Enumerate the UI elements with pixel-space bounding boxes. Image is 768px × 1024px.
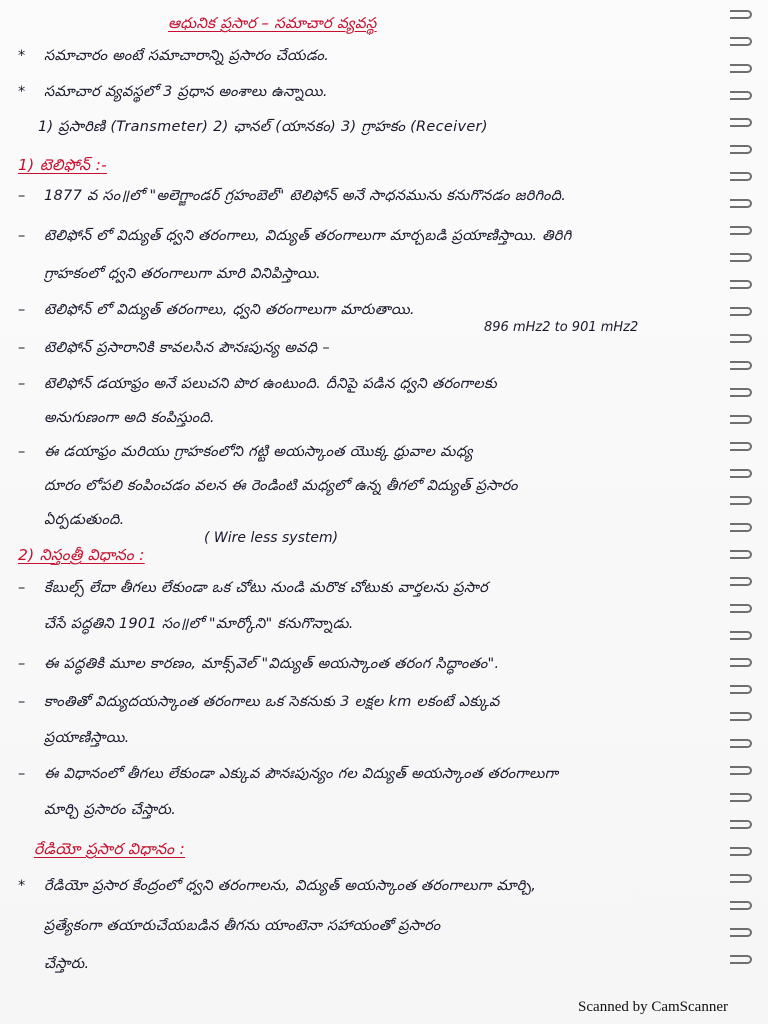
note-line: – కేబుల్స్ లేదా తీగలు లేకుండా ఒక చోటు నుండి మరొక చోటుకు వార్తలను ప్రసార (18, 580, 489, 596)
section-heading-radio: రేడియో ప్రసార విధానం : (34, 840, 186, 858)
note-line: – టెలిఫోన్ ప్రసారానికి కావలసిన పౌనఃపున్య అవధి – (18, 340, 330, 356)
note-line: చేసే పద్ధతిని 1901 సం॥లో "మార్కోని" కనుగొన్నాడు. (44, 616, 354, 632)
section-heading-wireless: 2) నిస్తంత్రీ విధానం : (18, 546, 145, 564)
note-line: – టెలిఫోన్ లో విద్యుత్ ధ్వని తరంగాలు, విద్యుత్ తరంగాలుగా మార్చబడి ప్రయాణిస్తాయి. తిరిగి (18, 228, 572, 244)
note-line: – టెలిఫోన్ లో విద్యుత్ తరంగాలు, ధ్వని తరంగాలుగా మారుతాయి. (18, 302, 415, 318)
note-line: * సమాచారం అంటే సమాచారాన్ని ప్రసారం చేయడం. (18, 48, 330, 64)
note-line: – 1877 వ సం॥లో "అలెగ్జాండర్ గ్రహంబెల్" టెలిఫోన్ అనే సాధనమును కనుగొనడం జరిగింది. (18, 188, 567, 204)
note-line: ఏర్పడుతుంది. (44, 512, 125, 528)
note-line: * సమాచార వ్యవస్థలో 3 ప్రధాన అంశాలు ఉన్నాయి. (18, 84, 328, 100)
note-line: మార్చి ప్రసారం చేస్తారు. (44, 802, 177, 818)
section-heading-telephone: 1) టెలిఫోన్ :- (18, 156, 108, 174)
note-line: చేస్తారు. (44, 956, 90, 972)
page-title: ఆధునిక ప్రసార – సమాచార వ్యవస్థ (168, 14, 377, 32)
note-line: అనుగుణంగా అది కంపిస్తుంది. (44, 410, 215, 426)
note-line: ప్రత్యేకంగా తయారుచేయబడిన తీగను యాంటెనా సహాయంతో ప్రసారం (44, 918, 441, 934)
note-line: – ఈ డయాఫ్రం మరియు గ్రాహకంలోని గట్టి అయస్కాంత యొక్క ధ్రువాల మధ్య (18, 444, 473, 460)
note-line: దూరం లోపలి కంపించడం వలన ఈ రెండింటి మధ్యలో ఉన్న తీగలో విద్యుత్ ప్రసారం (44, 478, 518, 494)
note-line: – ఈ విధానంలో తీగలు లేకుండా ఎక్కువ పౌనఃపున్యం గల విద్యుత్ అయస్కాంత తరంగాలుగా (18, 766, 559, 782)
spiral-binding (730, 10, 756, 980)
note-line: ప్రయాణిస్తాయి. (44, 730, 130, 746)
scanner-watermark: Scanned by CamScanner (578, 999, 728, 1015)
note-line: – ఈ పద్ధతికి మూల కారణం, మాక్స్‌వెల్ "విద్యుత్ అయస్కాంత తరంగ సిద్ధాంతం". (18, 656, 500, 672)
note-line: * రేడియో ప్రసార కేంద్రంలో ధ్వని తరంగాలను, విద్యుత్ అయస్కాంత తరంగాలుగా మార్చి, (18, 878, 537, 894)
note-line: – కాంతితో విద్యుదయస్కాంత తరంగాలు ఒక సెకనుకు 3 లక్షల km లకంటే ఎక్కువ (18, 694, 500, 710)
note-line: గ్రాహకంలో ధ్వని తరంగాలుగా మారి వినిపిస్తాయి. (44, 266, 321, 282)
frequency-range-note: 896 mHz2 to 901 mHz2 (484, 320, 639, 335)
note-line: – టెలిఫోన్ డయాఫ్రం అనే పలుచని పొర ఉంటుంది. దీనిపై పడిన ధ్వని తరంగాలకు (18, 376, 497, 392)
wireless-system-note: ( Wire less system) (204, 530, 339, 546)
note-line: 1) ప్రసారిణి (Transmeter) 2) ఛానల్ (యానకం) 3) గ్రాహకం (Receiver) (38, 119, 488, 135)
